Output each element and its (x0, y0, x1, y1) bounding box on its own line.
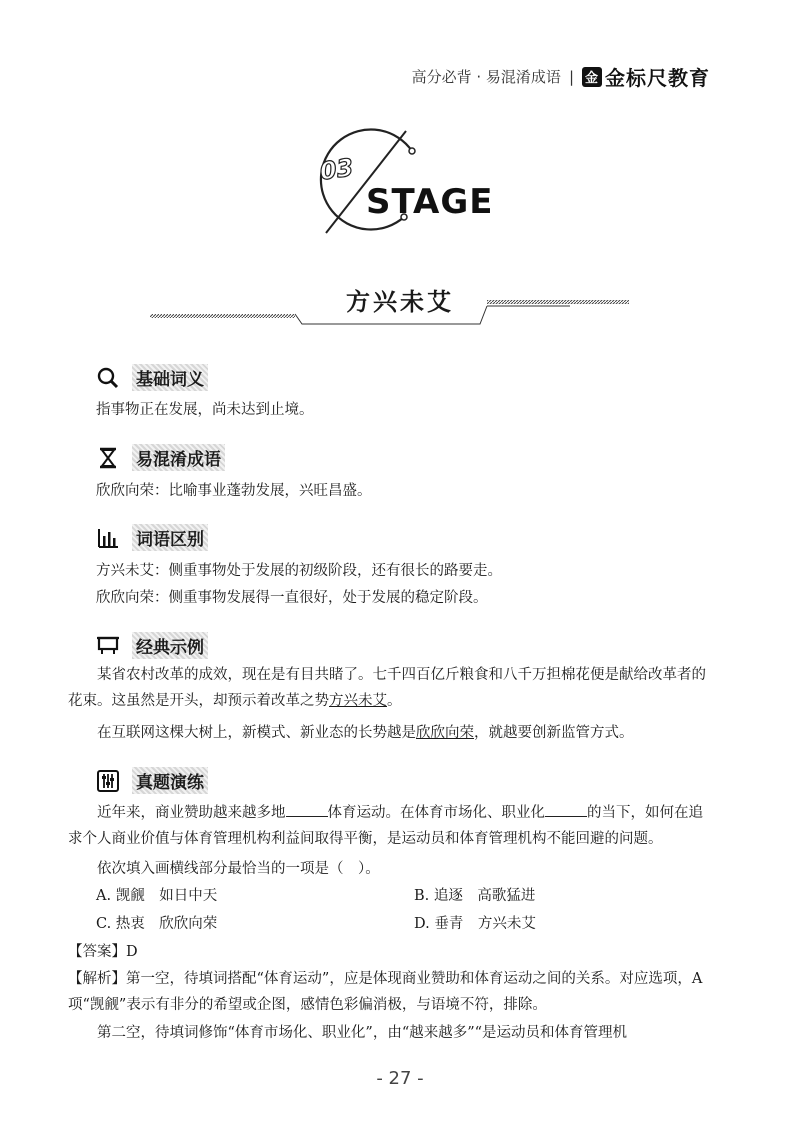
example-2-end: ，就越要创新监管方式。 (474, 725, 634, 741)
question-blank-1 (286, 802, 328, 817)
analysis-2: 第二空，待填词修饰“体育市场化、职业化”，由“越来越多”“是运动员和体育管理机 (97, 1025, 628, 1041)
section-label: 真题演练 (132, 767, 208, 794)
example-1 (68, 662, 708, 714)
example-1-text: 某省农村改革的成效，现在是有目共睹了。七千四百亿斤粮食和八千万担棉花便是献给改革者的花束。这虽然是开头，却预示着改革之势 (68, 667, 706, 709)
idiom-title: 方兴未艾 (346, 287, 454, 316)
section-label: 易混淆成语 (132, 444, 225, 471)
practice-question (68, 800, 708, 852)
question-blank-2 (545, 802, 587, 817)
stage-word: STAGE (366, 182, 494, 222)
section-examples-heading (96, 632, 208, 659)
page-header (412, 62, 710, 91)
bar-chart-icon (96, 526, 120, 550)
difference-line-1: 方兴未艾：侧重事物处于发展的初级阶段，还有很长的路要走。 (96, 563, 502, 579)
example-1-end: 。 (387, 693, 402, 709)
question-text-1: 近年来，商业赞助越来越多地 (97, 805, 286, 821)
search-icon (96, 366, 120, 390)
section-label: 词语区别 (132, 524, 208, 551)
section-practice-heading (96, 767, 208, 794)
option-c: C. 热衷 欣欣向荣 (96, 916, 218, 932)
header-series: 高分必背 · 易混淆成语 (411, 68, 561, 86)
option-a: A. 觊觎 如日中天 (96, 888, 218, 904)
section-label: 基础词义 (132, 364, 208, 391)
page-number: - 27 - (376, 1068, 424, 1089)
answer: 【答案】D (68, 944, 138, 960)
header-separator: | (568, 67, 574, 86)
brand-name: 金标尺教育 (605, 66, 710, 90)
stage-number: 03 (318, 153, 356, 186)
title-ornament (150, 296, 630, 326)
brand-mark-icon: 金 (582, 67, 602, 87)
ornament-left-bar (150, 314, 295, 318)
section-label: 经典示例 (132, 632, 208, 659)
section-confusable-heading (96, 444, 225, 471)
stage-dot-top (409, 148, 415, 154)
option-d: D. 垂青 方兴未艾 (414, 916, 536, 932)
question-text-2: 体育运动。在体育市场化、职业化 (327, 805, 545, 821)
brand-logo (582, 62, 710, 91)
basic-definition: 指事物正在发展，尚未达到止境。 (96, 402, 314, 418)
example-2 (68, 720, 708, 746)
ornament-bracket (295, 306, 487, 324)
ornament-right-bar (487, 300, 629, 304)
question-text-3: 的当下，如何在追求个人商业价值与体育管理机构利益间取得平衡，是运动员和体育管理机构不能回避的问题。 (68, 805, 703, 847)
section-basic-heading (96, 364, 208, 391)
sliders-icon (96, 769, 120, 793)
section-difference-heading (96, 524, 208, 551)
hourglass-icon (96, 446, 120, 470)
practice-prompt: 依次填入画横线部分最恰当的一项是（ ）。 (97, 861, 380, 877)
difference-line-2: 欣欣向荣：侧重事物发展得一直很好，处于发展的稳定阶段。 (96, 590, 488, 606)
confusable-definition: 欣欣向荣：比喻事业蓬勃发展，兴旺昌盛。 (96, 483, 372, 499)
option-b: B. 追逐 高歌猛进 (414, 888, 536, 904)
example-2-text: 在互联网这棵大树上，新模式、新业态的长势越是 (97, 725, 416, 741)
analysis-1: 【解析】第一空，待填词搭配“体育运动”，应是体现商业赞助和体育运动之间的关系。对应选项，A项“觊觎”表示有非分的希望或企图，感情色彩偏消极，与语境不符，排除。 (68, 971, 703, 1013)
example-1-keyword: 方兴未艾 (329, 693, 387, 709)
cart-icon (96, 634, 120, 658)
example-2-keyword: 欣欣向荣 (416, 725, 474, 741)
